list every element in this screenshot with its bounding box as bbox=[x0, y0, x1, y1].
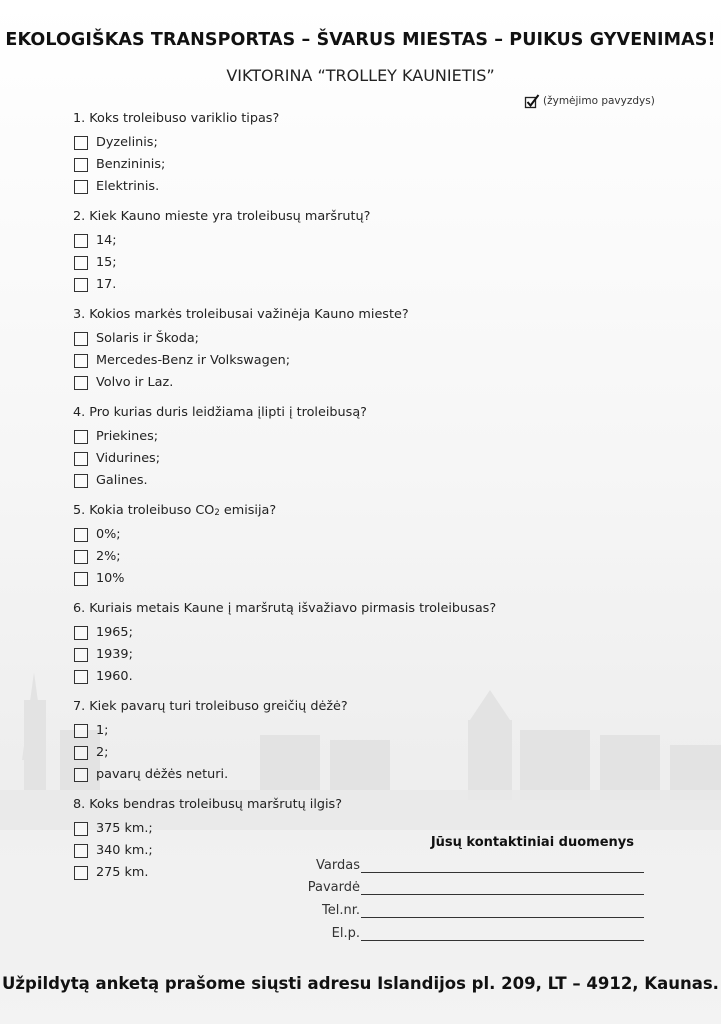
answer-checkbox[interactable] bbox=[74, 572, 88, 586]
question-5 bbox=[73, 502, 276, 590]
quiz-title: VIKTORINA “TROLLEY KAUNIETIS” bbox=[226, 66, 495, 85]
option-label: 15; bbox=[96, 255, 117, 270]
question-1 bbox=[73, 110, 279, 198]
option-label: Benzininis; bbox=[96, 157, 166, 172]
answer-option[interactable] bbox=[73, 252, 370, 274]
answer-checkbox[interactable] bbox=[74, 278, 88, 292]
name-input-line[interactable] bbox=[361, 872, 644, 873]
answer-checkbox[interactable] bbox=[74, 332, 88, 346]
answer-checkbox[interactable] bbox=[74, 746, 88, 760]
co2-subscript: 2 bbox=[214, 508, 220, 518]
option-label: Priekines; bbox=[96, 429, 159, 444]
option-label: 2; bbox=[96, 745, 109, 760]
phone-input-line[interactable] bbox=[361, 917, 644, 918]
answer-checkbox[interactable] bbox=[74, 158, 88, 172]
answer-option[interactable] bbox=[73, 230, 370, 252]
question-title: 3. Kokios markės troleibusai važinėja Kauno mieste? bbox=[73, 307, 409, 322]
answer-option[interactable] bbox=[73, 764, 348, 786]
checked-box-icon bbox=[524, 93, 540, 109]
answer-option[interactable] bbox=[73, 274, 370, 296]
option-label: Volvo ir Laz. bbox=[96, 375, 174, 390]
question-title: 8. Koks bendras troleibusų maršrutų ilgis? bbox=[73, 797, 343, 812]
surname-field[interactable] bbox=[290, 879, 644, 897]
question-title: 4. Pro kurias duris leidžiama įlipti į troleibusą? bbox=[73, 405, 367, 420]
answer-option[interactable] bbox=[73, 448, 367, 470]
answer-checkbox[interactable] bbox=[74, 430, 88, 444]
answer-checkbox[interactable] bbox=[74, 648, 88, 662]
question-7 bbox=[73, 698, 348, 786]
option-label: 0%; bbox=[96, 527, 121, 542]
answer-option[interactable] bbox=[73, 470, 367, 492]
option-label: Elektrinis. bbox=[96, 179, 160, 194]
answer-checkbox[interactable] bbox=[74, 724, 88, 738]
answer-option[interactable] bbox=[73, 622, 496, 644]
answer-option[interactable] bbox=[73, 644, 496, 666]
answer-checkbox[interactable] bbox=[74, 670, 88, 684]
question-2 bbox=[73, 208, 370, 296]
answer-option[interactable] bbox=[73, 328, 409, 350]
email-field[interactable] bbox=[290, 925, 644, 943]
option-label: 1939; bbox=[96, 647, 133, 662]
page-headline: EKOLOGIŠKAS TRANSPORTAS – ŠVARUS MIESTAS – PUIKUS GYVENIMAS! bbox=[5, 30, 716, 50]
answer-checkbox[interactable] bbox=[74, 234, 88, 248]
answer-option[interactable] bbox=[73, 568, 276, 590]
answer-option[interactable] bbox=[73, 818, 342, 840]
option-label: Solaris ir Škoda; bbox=[96, 331, 199, 346]
answer-option[interactable] bbox=[73, 154, 279, 176]
answer-option[interactable] bbox=[73, 546, 276, 568]
option-label: Dyzelinis; bbox=[96, 135, 158, 150]
option-label: 17. bbox=[96, 277, 117, 292]
answer-option[interactable] bbox=[73, 132, 279, 154]
legend-text: (žymėjimo pavyzdys) bbox=[543, 95, 655, 107]
option-label: 275 km. bbox=[96, 865, 149, 880]
option-label: 1965; bbox=[96, 625, 133, 640]
answer-checkbox[interactable] bbox=[74, 768, 88, 782]
field-label: Pavardė bbox=[307, 880, 360, 895]
answer-checkbox[interactable] bbox=[74, 452, 88, 466]
option-label: 2%; bbox=[96, 549, 121, 564]
field-label: Vardas bbox=[316, 858, 360, 873]
answer-checkbox[interactable] bbox=[74, 354, 88, 368]
answer-checkbox[interactable] bbox=[74, 256, 88, 270]
footer-address: Užpildytą anketą prašome siųsti adresu Islandijos pl. 209, LT – 4912, Kaunas. bbox=[2, 974, 719, 993]
question-title: 2. Kiek Kauno mieste yra troleibusų maršrutų? bbox=[73, 209, 371, 224]
option-label: 1960. bbox=[96, 669, 133, 684]
marking-example-legend bbox=[524, 93, 655, 109]
option-label: 1; bbox=[96, 723, 109, 738]
answer-checkbox[interactable] bbox=[74, 136, 88, 150]
phone-field[interactable] bbox=[290, 902, 644, 920]
answer-option[interactable] bbox=[73, 742, 348, 764]
option-label: 340 km.; bbox=[96, 843, 153, 858]
question-title-start: 5. Kokia troleibuso CO bbox=[73, 503, 215, 518]
answer-checkbox[interactable] bbox=[74, 528, 88, 542]
option-label: Galines. bbox=[96, 473, 148, 488]
question-title: 6. Kuriais metais Kaune į maršrutą išvažiavo pirmasis troleibusas? bbox=[73, 601, 497, 616]
option-label: Mercedes-Benz ir Volkswagen; bbox=[96, 353, 291, 368]
question-title: 1. Koks troleibuso variklio tipas? bbox=[73, 111, 280, 126]
question-6 bbox=[73, 600, 496, 688]
answer-option[interactable] bbox=[73, 720, 348, 742]
surname-input-line[interactable] bbox=[361, 894, 644, 895]
contact-title: Jūsų kontaktiniai duomenys bbox=[430, 835, 634, 850]
question-4 bbox=[73, 404, 367, 492]
answer-checkbox[interactable] bbox=[74, 866, 88, 880]
question-title-end: emisija? bbox=[219, 503, 277, 518]
option-label: 14; bbox=[96, 233, 117, 248]
answer-checkbox[interactable] bbox=[74, 474, 88, 488]
email-input-line[interactable] bbox=[361, 940, 644, 941]
answer-checkbox[interactable] bbox=[74, 180, 88, 194]
answer-option[interactable] bbox=[73, 350, 409, 372]
field-label: El.p. bbox=[331, 926, 360, 941]
answer-checkbox[interactable] bbox=[74, 626, 88, 640]
field-label: Tel.nr. bbox=[322, 903, 360, 918]
question-3 bbox=[73, 306, 409, 394]
answer-checkbox[interactable] bbox=[74, 822, 88, 836]
answer-option[interactable] bbox=[73, 372, 409, 394]
answer-option[interactable] bbox=[73, 176, 279, 198]
name-field[interactable] bbox=[290, 857, 644, 875]
question-title: 7. Kiek pavarų turi troleibuso greičių dėžė? bbox=[73, 699, 348, 714]
answer-checkbox[interactable] bbox=[74, 550, 88, 564]
option-label: 10% bbox=[96, 571, 125, 586]
answer-option[interactable] bbox=[73, 426, 367, 448]
option-label: pavarų dėžės neturi. bbox=[96, 767, 229, 782]
answer-option[interactable] bbox=[73, 666, 496, 688]
answer-checkbox[interactable] bbox=[74, 844, 88, 858]
option-label: Vidurines; bbox=[96, 451, 161, 466]
answer-checkbox[interactable] bbox=[74, 376, 88, 390]
option-label: 375 km.; bbox=[96, 821, 153, 836]
question-title bbox=[73, 502, 276, 520]
answer-option[interactable] bbox=[73, 524, 276, 546]
